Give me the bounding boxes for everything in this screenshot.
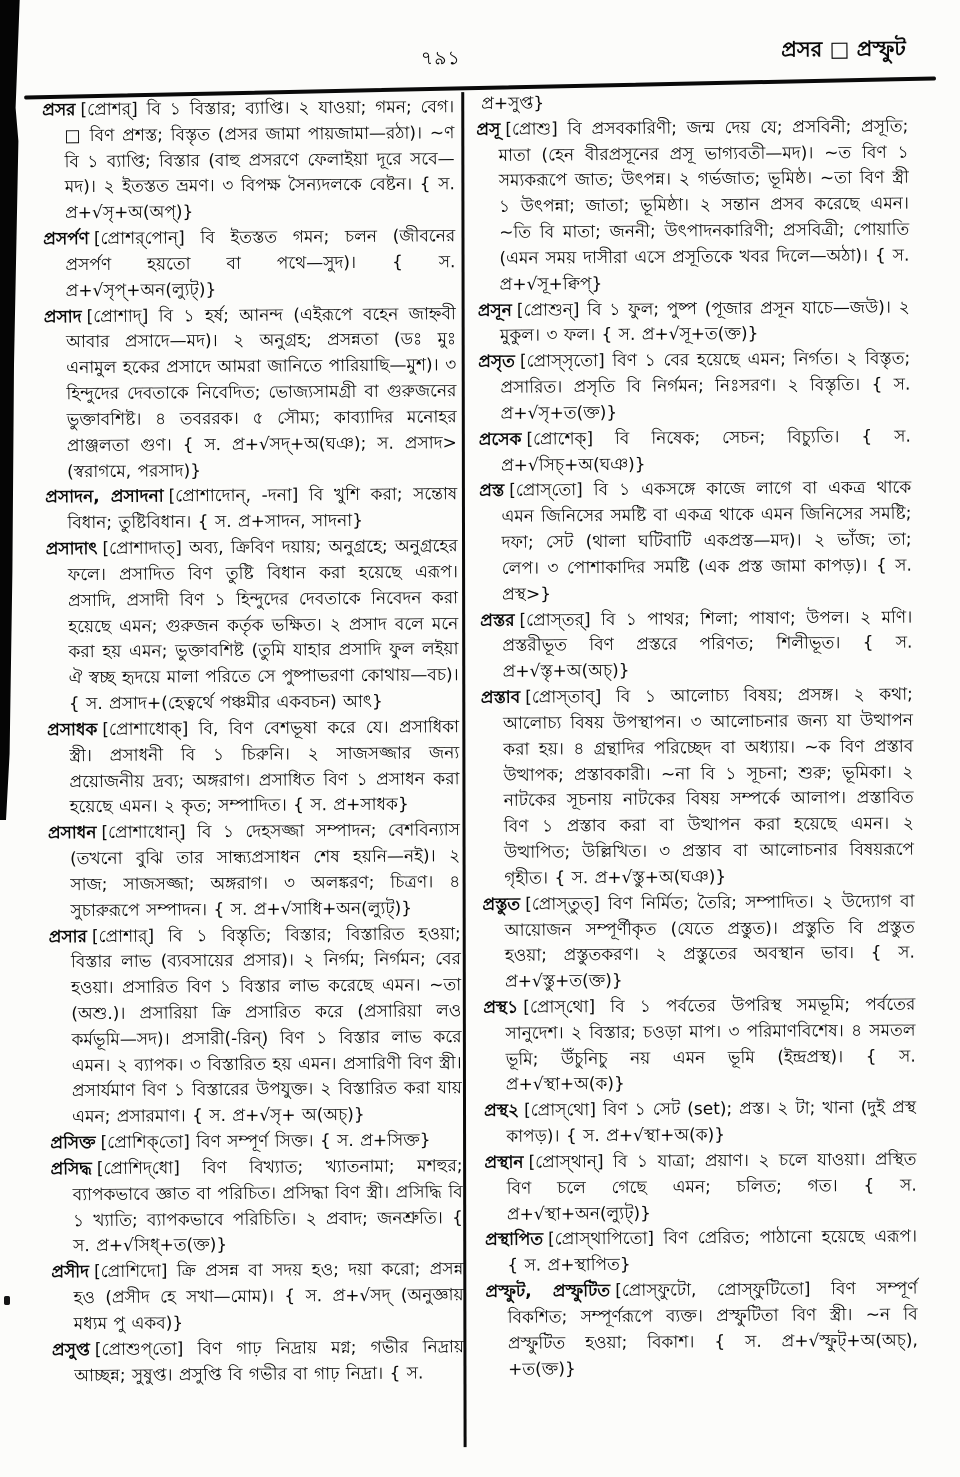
entry-headword: প্রসেক <box>479 429 522 449</box>
dictionary-entry <box>482 889 915 996</box>
entry-body: [প্রোস্‌ফুটো, প্রোস্‌ফুটিতো] বিণ সম্পূর্ণ বিকশিত; সম্পূর্ণরূপে ব্যক্ত। প্রস্ফুটিতা বিণ স্ত্রী। ~ন বি প্রস্ফুটিত হওয়া; বিকাশ। { স. প্র+√স্ফুট্+অ(অচ্), +ত(ক্ত)} <box>508 1279 918 1380</box>
entry-headword: প্রসাদ <box>44 307 82 327</box>
entry-headword: প্রসিক্ত <box>50 1133 95 1153</box>
entry-headword: প্রস্তুত <box>482 894 520 914</box>
dictionary-entry <box>478 347 911 428</box>
entry-body: [প্রোশাদাত্] অব্য, ক্রিবিণ দয়ায়; অনুগ্রহে; অনুগ্রহের ফলে। প্রসাদিত বিণ তুষ্টি বিধান করা হয়েছে এরূপ। প্রসাদি, প্রসাদী বিণ ১ হিন্দুদের দেবতাকে নিবেদন করা হয়েছে এমন; গুরুজন কর্তৃক ভক্ষিত। ২ প্রসাদ বলে মনে করা হয় এমন; ভুক্তাবশিষ্ট (তুমি যাহার প্রসাদি ফুল লইয়া ঐ স্বচ্ছ হৃদয়ে মালা পরিতে সে পুষ্পাভরণা কোথায়—বচ)। { স. প্রসাদ+(হেত্বর্থে পঞ্চমীর একবচন) আৎ} <box>68 536 459 714</box>
entry-body: [প্রোশেক্] বি নিষেক; সেচন; বিচ্যুতি। { স. প্র+√সিচ্+অ(ঘঞ)} <box>501 426 911 475</box>
dictionary-entry <box>485 1225 917 1280</box>
entry-body: [প্রোস্‌তুত্] বিণ নির্মিত; তৈরি; সম্পাদিত। ২ উদ্যোগ বা আয়োজন সম্পূর্ণীকৃত (যেতে প্রস্তুত)। প্রস্তুতি বি প্রস্তুত হওয়া; প্রস্তুতকরণ। ২ প্রস্তুতের অবস্থান ভাব। { স. প্র+√স্তু+ত(ক্ত)} <box>505 891 915 992</box>
entry-body: [প্রোস্‌তাব্] বি ১ আলোচ্য বিষয়; প্রসঙ্গ। ২ কথা; আলোচ্য বিষয় উপস্থাপন। ৩ আলোচনার জন্য যা উত্থাপন করা হয়। ৪ গ্রন্থাদির পরিচ্ছেদ বা অধ্যায়। ~ক বিণ প্রস্তাব উত্থাপক; প্রস্তাবকারী। ~না বি ১ সূচনা; শুরু; ভূমিকা। ২ নাটকের সূচনায় নাটকের বিষয় সম্পর্কে আলাপ। প্রস্তাবিত বিণ ১ প্রস্তাব করা বা উত্থাপন করা হয়েছে এমন। ২ উত্থাপিত; উল্লিখিত। ৩ প্রস্তাব বা আলোচনার বিষয়রূপে গৃহীত। { স. প্র+√স্তু+অ(ঘঞ)} <box>503 685 914 889</box>
entry-headword: প্রসাধন <box>48 823 97 843</box>
entry-headword: প্রস্ত <box>479 481 504 501</box>
entry-headword: প্রসাধক <box>47 720 97 740</box>
entry-headword: প্রসূ <box>476 120 500 140</box>
entry-body: [প্রোস্‌থান্] বি ১ যাত্রা; প্রয়াণ। ২ চলে যাওয়া। প্রস্থিত বিণ চলে গেছে এমন; চলিত; গত। { স. প্র+√স্থা+অন(ল্যুট্)} <box>507 1150 917 1225</box>
entry-body: [প্রোশিদো] ক্রি প্রসন্ন বা সদয় হও; দয়া করো; প্রসন্ন হও (প্রসীদ হে সখা—মোম)। { স. প্র+√সদ্ (অনুজ্ঞায় মধ্যম পু একব)} <box>73 1259 463 1334</box>
entry-headword: প্রসিদ্ধ <box>50 1159 91 1179</box>
entry-headword: প্রসার <box>49 927 87 947</box>
dictionary-entry <box>45 483 457 538</box>
dictionary-entry <box>51 1257 464 1338</box>
entry-headword: প্রসর্পণ <box>43 229 89 249</box>
entry-body: [প্রোস্‌তর্] বি ১ পাথর; শিলা; পাষাণ; উপল। ২ মণি। প্রস্তরীভূত বিণ প্রস্তরে পরিণত; শিলীভূত। { স. প্র+√স্তৃ+অ(অচ্)} <box>502 607 912 682</box>
dictionary-entry <box>480 605 913 686</box>
dictionary-entry <box>476 114 909 298</box>
right-column <box>476 89 918 1384</box>
entry-body: [প্রোশিদ্‌ধো] বিণ বিখ্যাত; খ্যাতনামা; মশহুর; ব্যাপকভাবে জ্ঞাত বা পরিচিত। প্রসিদ্ধা বিণ স্ত্রী। প্রসিদ্ধি বি ১ খ্যাতি; ব্যাপকভাবে পরিচিতি। ২ প্রবাদ; জনশ্রুতি। { স. প্র+√সিধ্+ত(ক্ত)} <box>73 1156 463 1257</box>
dictionary-entry <box>479 424 911 479</box>
entry-body: [প্রোস্‌সৃতো] বিণ ১ বের হয়েছে এমন; নির্গত। ২ বিস্তৃত; প্রসারিত। প্রসৃতি বি নির্গমন; নিঃসরণ। ২ বিস্তৃতি। { স. প্র+√সৃ+ত(ক্ত)} <box>500 349 910 424</box>
entry-headword: প্রসাদন, প্রসাদনা <box>45 487 164 508</box>
dictionary-entry <box>50 1128 462 1157</box>
entry-body: [প্রোশর্‌পোন্] বি ইতস্তত গমন; চলন (জীবনের প্রসর্পণ হয়তো বা পথে—সুদ)। { স. প্র+√সৃপ্+অন(ল্যুট্)} <box>65 226 455 301</box>
entry-headword: প্রস্ফুট, প্রস্ফুটিত <box>485 1281 610 1302</box>
entry-headword: প্রসাদাৎ <box>46 539 98 559</box>
entry-body: [প্রোশাধোন্] বি ১ দেহসজ্জা সম্পাদন; বেশবিন্যাস (তখনো বুঝি তার সান্ধ্যপ্রসাধন শেষ হয়নি—নই)। ২ সাজ; সাজসজ্জা; অঙ্গরাগ। ৩ অলঙ্করণ; চিত্রণ। ৪ সুচারুরূপে সম্পাদন। { স. প্র+√সাধি+অন(ল্যুট্)} <box>70 820 460 921</box>
dictionary-entry <box>43 224 456 305</box>
entry-body: [প্রোশুন্] বি ১ ফুল; পুষ্প (পূজার প্রসূন যাচে—জউ)। ২ মুকুল। ৩ ফল। { স. প্র+√সূ+ত(ক্ত)} <box>500 297 910 346</box>
dictionary-entry <box>485 1277 918 1384</box>
dictionary-entry <box>46 534 459 718</box>
entry-headword: প্রস্থান <box>484 1153 523 1173</box>
dictionary-entry <box>479 476 912 609</box>
entry-body: [প্রোস্‌তো] বি ১ একসঙ্গে কাজে লাগে বা একত্র থাকে এমন জিনিসের সমষ্টি বা একত্র থাকে এমন জিনিসের সমষ্টি; দফা; সেট (থালা ঘটিবাটি একপ্রস্ত—মদ)। ২ ভাঁজ; তা; লেপ। ৩ পোশাকাদির সমষ্টি (এক প্রস্ত জামা কাপড়)। { স. প্রস্থ>} <box>501 478 912 605</box>
entry-headword: প্রসর <box>42 100 75 120</box>
dictionary-entry <box>50 1154 463 1261</box>
entry-headword: প্রস্থাপিত <box>485 1230 543 1250</box>
dictionary-entry <box>47 715 460 822</box>
entry-body: প্র+সুপ্ত} <box>481 93 544 113</box>
entry-body: [প্রোশার্] বি ১ বিস্তৃতি; বিস্তার; বিস্তারিত হওয়া; বিস্তার লাভ (ব্যবসায়ের প্রসার)। ২ নির্গম; নির্গমন; বের হওয়া। প্রসারিত বিণ ১ বিস্তার লাভ করেছে এমন। ~তা (অশু.)। প্রসারিয়া ক্রি প্রসারিত করে (প্রসারিয়া লও কর্মভূমি—সদ)। প্রসারী(-রিন্) বিণ ১ বিস্তার লাভ করে এমন। ২ ব্যাপক। ৩ বিস্তারিত হয় এমন। প্রসারিণী বিণ স্ত্রী। প্রসার্যমাণ বিণ ১ বিস্তারের উপযুক্ত। ২ বিস্তারিত করা যায় এমন; প্রসারমাণ। { স. প্র+√সৃ+ অ(অচ্)} <box>71 924 462 1128</box>
entry-headword: প্রস্তাব <box>481 688 520 708</box>
entry-body: [প্রোশুপ্‌তো] বিণ গাঢ় নিদ্রায় মগ্ন; গভীর নিদ্রায় আচ্ছন্ন; সুষুপ্ত। প্রসুপ্তি বি গভীর বা গাঢ় নিদ্রা। { স. <box>74 1337 464 1386</box>
left-column <box>42 95 464 1390</box>
entry-headword: প্রসৃত <box>478 352 515 372</box>
dictionary-entry <box>52 1335 464 1390</box>
dictionary-entry <box>484 1148 917 1229</box>
entry-headword: প্রস্থ১ <box>483 998 518 1018</box>
dictionary-entry <box>481 683 915 893</box>
dictionary-entry <box>42 95 455 227</box>
dictionary-entry <box>478 295 910 350</box>
entry-body: [প্রোস্‌থাপিতো] বিণ প্রেরিত; পাঠানো হয়েছে এরূপ। { স. প্র+স্থাপিত} <box>507 1227 917 1276</box>
dictionary-entry <box>48 818 461 925</box>
dictionary-entry <box>44 302 457 486</box>
entry-body: [প্রোশর্] বি ১ বিস্তার; ব্যাপ্তি। ২ যাওয়া; গমন; বেগ। □ বিণ প্রশস্ত; বিস্তৃত (প্রসর জামা পায়জামা—রঠা)। ~ণ বি ১ ব্যাপ্তি; বিস্তার (বাহু প্রসরণে ফেলাইয়া দূরে সবে—মদ)। ২ ইতস্তত ভ্রমণ। ৩ বিপক্ষ সৈন্যদলকে বেষ্টন। { স. প্র+√সৃ+অ(অপ্)} <box>64 97 455 223</box>
entry-continuation <box>476 89 908 118</box>
entry-body: [প্রোশু] বি প্রসবকারিণী; জন্ম দেয় যে; প্রসবিনী; প্রসূতি; মাতা (হেন বীরপ্রসূনের প্রসূ ভাগ্যবতী—মদ)। ~ত বিণ ১ সম্যকরূপে জাত; উৎপন্ন। ২ গর্ভজাত; ভূমিষ্ঠ। ~তা বিণ স্ত্রী ১ উৎপন্না; জাতা; ভূমিষ্ঠা। ২ সন্তান প্রসব করেছে এমন। ~তি বি মাতা; জননী; উৎপাদনকারিণী; প্রসবিত্রী; পোয়াতি (এমন সময় দাসীরা এসে প্রসূতিকে খবর দিলে—অঠা)। { স. প্র+√সূ+ক্বিপ্} <box>499 116 910 294</box>
dictionary-entry <box>483 993 916 1100</box>
guide-words: প্রসর □ প্রস্ফুট <box>616 33 906 70</box>
entry-body: [প্রোস্‌থো] বি ১ পর্বতের উপরিস্থ সমভূমি; পর্বতের সানুদেশ। ২ বিস্তার; চওড়া মাপ। ৩ পরিমাণবিশেষ। ৪ সমতল ভূমি; উঁচুনিচু নয় এমন ভূমি (ইন্দ্রপ্রস্থ)। { স. প্র+√স্থা+অ(ক)} <box>505 995 915 1096</box>
entry-body: [প্রোশাধোক্] বি, বিণ বেশভূষা করে যে। প্রসাধিকা স্ত্রী। প্রসাধনী বি ১ চিরুনি। ২ সাজসজ্জার জন্য প্রয়োজনীয় দ্রব্য; অঙ্গরাগ। প্রসাধিত বিণ ১ প্রসাধন করা হয়েছে এমন। ২ কৃত; সম্পাদিত। { স. প্র+সাধক} <box>69 717 459 818</box>
entry-headword: প্রস্থ২ <box>484 1101 519 1121</box>
page-number: ৭৯১ <box>396 44 486 77</box>
dictionary-entry <box>49 922 463 1132</box>
dictionary-entry <box>484 1096 916 1151</box>
entry-body: [প্রোস্‌থো] বিণ ১ সেট (set); প্রস্ত। ২ টা; খানা (দুই প্রস্থ কাপড়)। { স. প্র+√স্থা+অ(ক)} <box>506 1098 916 1147</box>
entry-body: [প্রোশাদ্] বি ১ হর্ষ; আনন্দ (এইরূপে বহেন জাহ্নবী আবার প্রসাদে—মদ)। ২ অনুগ্রহ; প্রসন্নতা (ডঃ মুঃ এনামুল হকের প্রসাদে আমরা জানিতে পারিয়াছি—মুশ)। ৩ হিন্দুদের দেবতাকে নিবেদিত; ভোজ্যসামগ্রী বা গুরুজনের ভুক্তাবশিষ্ট। ৪ তবররক। ৫ সৌম্য; কাব্যাদির মনোহর প্রাঞ্জলতা গুণ। { স. প্র+√সদ্+অ(ঘঞ); স. প্রসাদ>(স্বরাগমে, পরসাদ)} <box>66 304 457 482</box>
entry-body: [প্রোশিক্‌তো] বিণ সম্পূর্ণ সিক্ত। { স. প্র+সিক্ত} <box>101 1131 431 1154</box>
entry-headword: প্রসূন <box>478 300 512 320</box>
entry-body: [প্রোশাদোন্, -দনা] বি খুশি করা; সন্তোষ বিধান; তুষ্টিবিধান। { স. প্র+সাদন, সাদনা} <box>67 485 457 534</box>
entry-headword: প্রসীদ <box>51 1262 89 1282</box>
entry-headword: প্রস্তর <box>480 610 514 630</box>
entry-headword: প্রসুপ্ত <box>52 1340 90 1360</box>
